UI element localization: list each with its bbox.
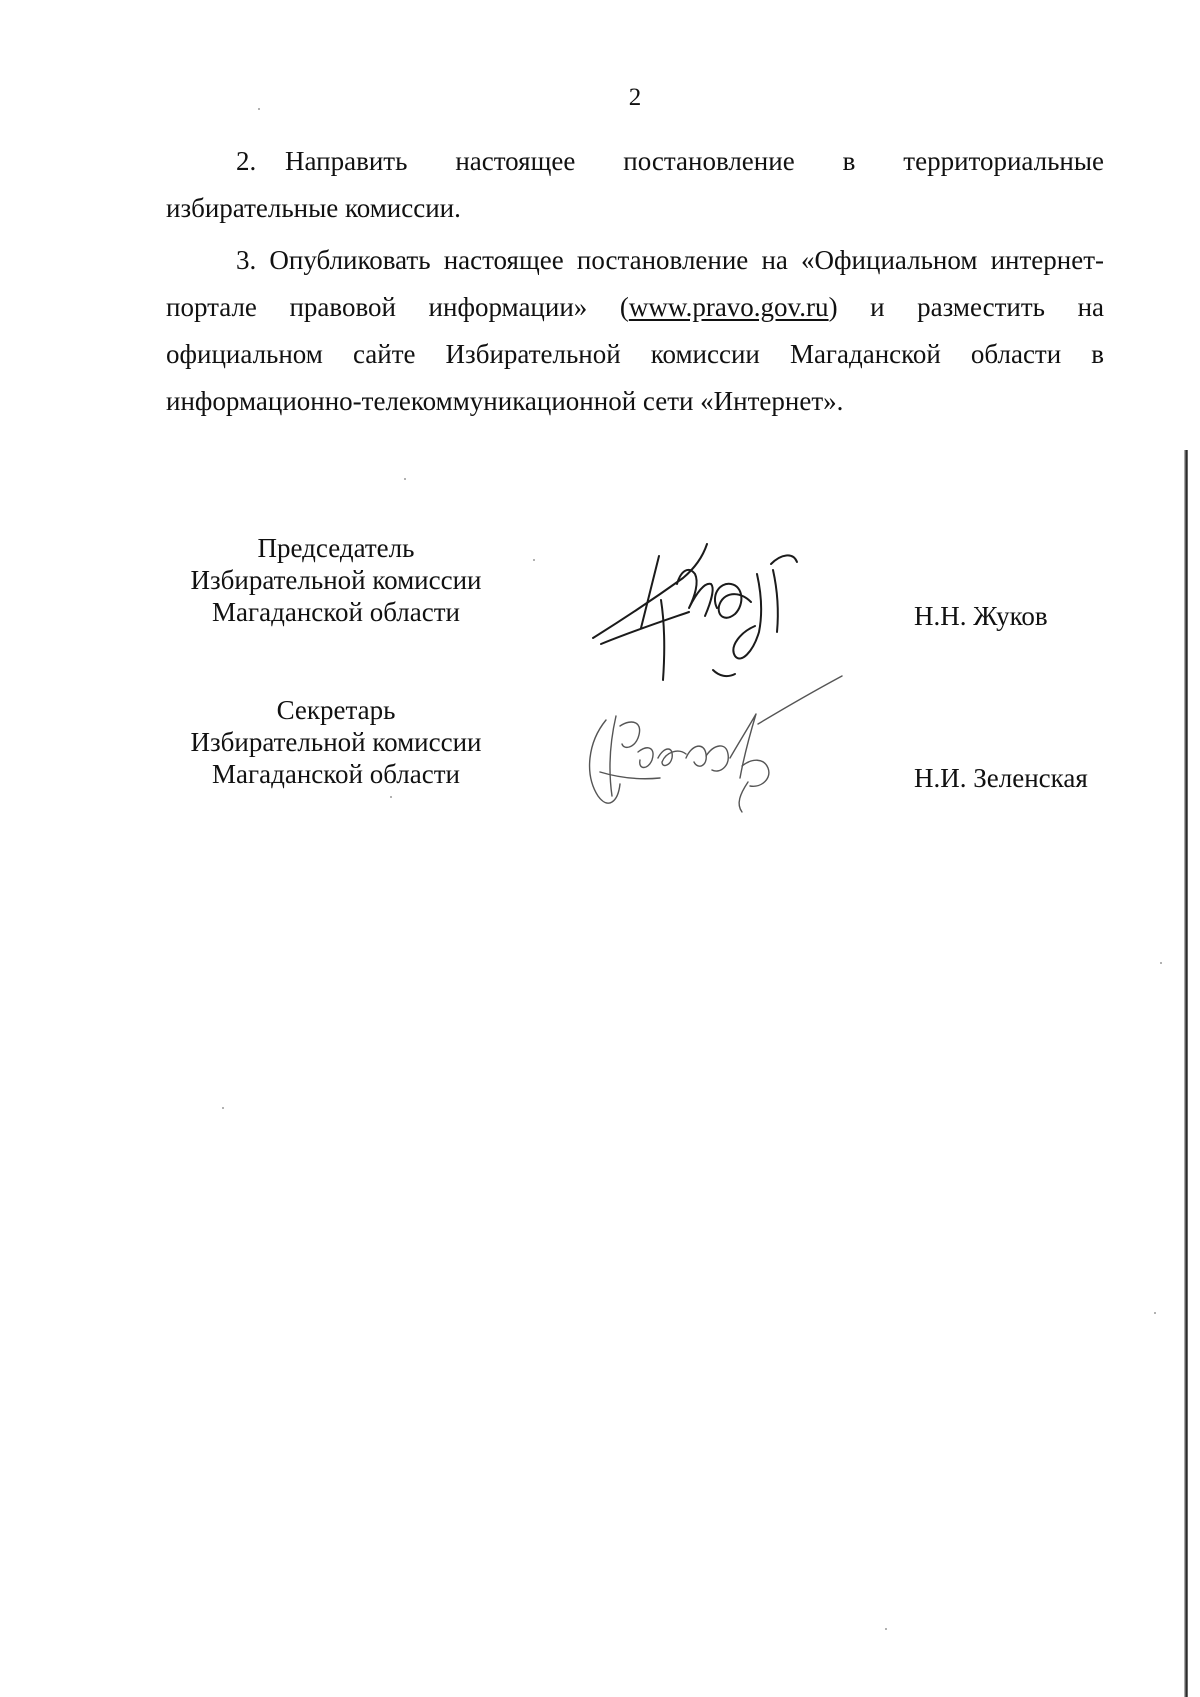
paragraph-item-3-text-before-link: 3. Опубликовать настоящее постановление на «Официальном интернет-портале правовой информации» ( <box>166 245 1104 322</box>
chair-name: Н.Н. Жуков <box>914 601 1048 631</box>
secretary-title-line-3: Магаданской области <box>212 759 460 789</box>
scan-edge-line <box>1184 450 1188 1697</box>
paragraph-item-3-text-after-link: ) и разместить на официальном сайте Избирательной комиссии Магаданской области в информационно-телекоммуникационной сети «Интернет». <box>166 292 1105 416</box>
chair-title-line-2: Избирательной комиссии <box>190 565 482 595</box>
pravo-gov-link[interactable]: www.pravo.gov.ru <box>628 292 829 322</box>
paragraph-item-2-text: 2. Направить настоящее постановление в территориальные избирательные комиссии. <box>166 146 1104 223</box>
secretary-title-block <box>176 694 496 790</box>
scan-speck <box>258 108 260 110</box>
chair-title-line-3: Магаданской области <box>212 597 460 627</box>
secretary-title-line-2: Избирательной комиссии <box>190 727 482 757</box>
chair-title-block <box>176 532 496 628</box>
secretary-handwritten-signature <box>580 662 850 822</box>
scan-speck <box>222 1107 224 1109</box>
scan-speck <box>1160 962 1162 964</box>
secretary-name: Н.И. Зеленская <box>914 763 1088 793</box>
paragraph-item-2 <box>166 138 1104 232</box>
scan-speck <box>533 559 535 561</box>
secretary-title-line-1: Секретарь <box>276 695 396 725</box>
chair-title-line-1: Председатель <box>257 533 415 563</box>
scan-speck <box>404 478 406 480</box>
scan-speck <box>885 1628 887 1630</box>
paragraph-item-3 <box>166 237 1104 425</box>
scan-speck <box>390 796 392 798</box>
page-number: 2 <box>628 84 642 111</box>
scan-speck <box>1154 1312 1156 1314</box>
